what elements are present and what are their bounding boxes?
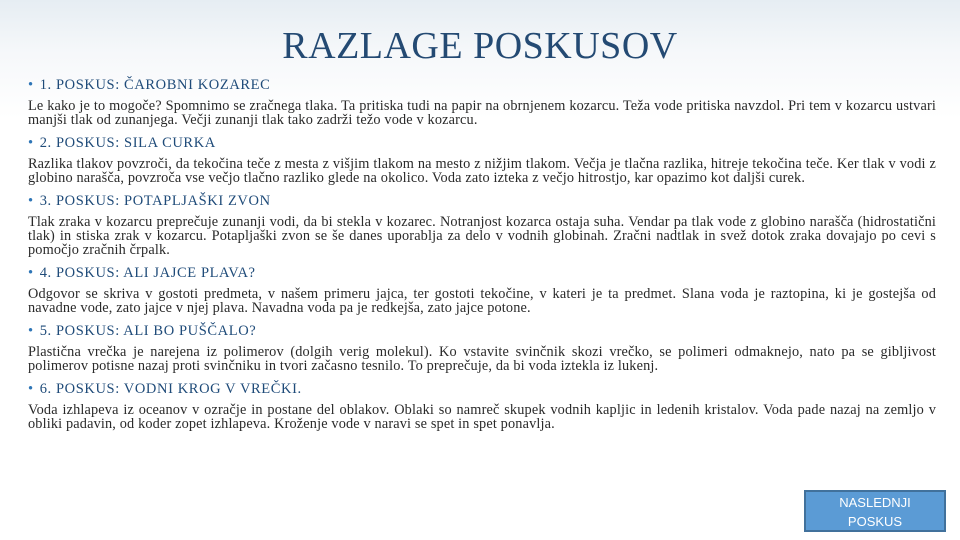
section-heading-5 <box>28 322 936 340</box>
bullet-icon: • <box>28 193 34 209</box>
page-title: RAZLAGE POSKUSOV <box>282 25 678 67</box>
next-experiment-button[interactable] <box>804 490 946 532</box>
bullet-icon: • <box>28 135 34 151</box>
next-button-label-line1: NASLEDNJI <box>839 495 911 510</box>
bullet-icon: • <box>28 381 34 397</box>
section-heading-label: 1. POSKUS: ČAROBNI KOZAREC <box>39 77 271 93</box>
section-heading-label: 3. POSKUS: POTAPLJAŠKI ZVON <box>39 193 271 209</box>
content <box>28 76 936 438</box>
bullet-icon: • <box>28 265 34 281</box>
section-text-5: Plastična vrečka je narejena iz polimerov (dolgih verig molekul). Ko vstavite svinčnik skozi vrečko, se polimeri odmaknejo, nato pa se gibljivost polimerov potisne nazaj proti svinčniku in tvori začasno tesnilo. To preprečuje, da bi voda iztekla iz lukenj. <box>28 344 936 374</box>
section-text-1: Le kako je to mogoče? Spomnimo se zračnega tlaka. Ta pritiska tudi na papir na obrnjenem kozarcu. Teža vode pritiska navzdol. Pri tem v kozarcu ustvari manjši tlak od zunanjega. Večji zunanji tlak tako zadrži težo vode v kozarcu. <box>28 98 936 128</box>
section-heading-1 <box>28 76 936 94</box>
section-text-2: Razlika tlakov povzroči, da tekočina teče z mesta z višjim tlakom na mesto z nižjim tlakom. Večja je tlačna razlika, hitreje tekočina teče. Ker tlak v vodi z globino narašča, povzroča vse večjo tlačno razliko glede na okolico. Voda zato izteka z večjo hitrostjo, kar opazimo kot daljši curek. <box>28 156 936 186</box>
section-heading-3 <box>28 192 936 210</box>
section-heading-2 <box>28 134 936 152</box>
next-button-label-line2: POSKUS <box>847 514 903 529</box>
section-heading-label: 2. POSKUS: SILA CURKA <box>39 135 216 151</box>
section-heading-label: 6. POSKUS: VODNI KROG V VREČKI. <box>39 381 302 397</box>
section-text-6: Voda izhlapeva iz oceanov v ozračje in postane del oblakov. Oblaki so namreč skupek vodnih kapljic in ledenih kristalov. Voda pade nazaj na zemljo v obliki padavin, od koder zopet izhlapeva. Kroženje vode v naravi se spet in spet ponavlja. <box>28 402 936 432</box>
section-heading-4 <box>28 264 936 282</box>
section-heading-6 <box>28 380 936 398</box>
bullet-icon: • <box>28 323 34 339</box>
section-heading-label: 4. POSKUS: ALI JAJCE PLAVA? <box>39 265 256 281</box>
section-heading-label: 5. POSKUS: ALI BO PUŠČALO? <box>39 323 257 339</box>
section-text-3: Tlak zraka v kozarcu preprečuje zunanji vodi, da bi stekla v kozarec. Notranjost kozarca ostaja suha. Vendar pa tlak vode z globino narašča (hidrostatični tlak) in stiska zrak v kozarcu. Potapljaški zvon se še danes uporablja za delo v vodnih globinah. Zračni nadtlak in svež dotok zraka dovajajo po cevi s pomočjo zračnih črpalk. <box>28 214 936 258</box>
bullet-icon: • <box>28 77 34 93</box>
section-text-4: Odgovor se skriva v gostoti predmeta, v našem primeru jajca, ter gostoti tekočine, v kateri je ta predmet. Slana voda je raztopina, ki je gostejša od navadne vode, zato jajce v njej plava. Navadna voda pa je redkejša, zato jajce potone. <box>28 286 936 316</box>
